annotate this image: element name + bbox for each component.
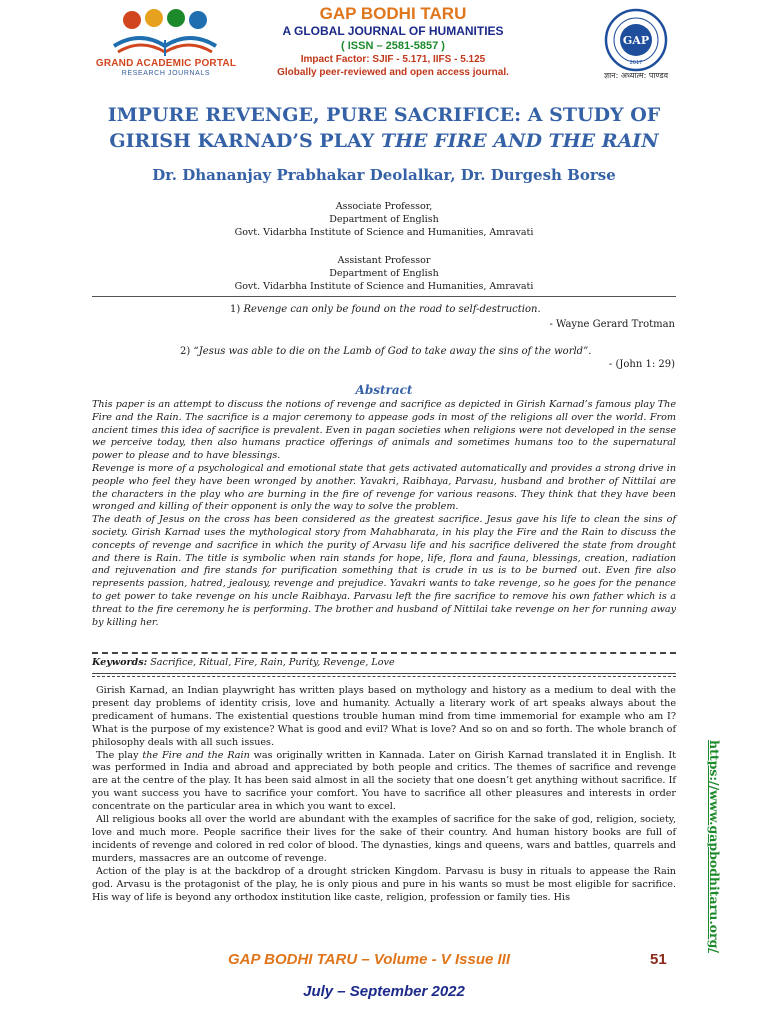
affiliation-2 bbox=[120, 254, 648, 293]
title-line-2-italic: THE FIRE AND THE RAIN bbox=[380, 130, 659, 152]
authors: Dr. Dhananjay Prabhakar Deolalkar, Dr. Durgesh Borse bbox=[152, 166, 616, 184]
body-text-run: The play bbox=[96, 749, 143, 761]
epigraph-2-author: - (John 1: 29) bbox=[608, 359, 675, 370]
affiliation-1-dept: Department of English bbox=[329, 214, 439, 225]
abstract-body bbox=[92, 399, 676, 629]
journal-title: GAP BODHI TARU bbox=[319, 4, 467, 23]
epigraph-2-text: “Jesus was able to die on the Lamb of God to take away the sins of the world”. bbox=[193, 346, 592, 357]
epigraph-2-number: 2) bbox=[180, 346, 194, 357]
divider bbox=[92, 673, 676, 674]
title-line-1: IMPURE REVENGE, PURE SACRIFICE: A STUDY OF bbox=[107, 104, 661, 126]
journal-seal-icon bbox=[604, 8, 668, 72]
portal-subtitle: RESEARCH JOURNALS bbox=[121, 70, 211, 77]
logo-ball-orange bbox=[145, 9, 163, 27]
abstract-paragraph: This paper is an attempt to discuss the notions of revenge and sacrifice as depicted in Girish Karnad’s famous play The Fire and the Rain. The sacrifice is a major ceremony to appease gods in most of the religions all over the world. From ancient times this idea of sacrifice is prevalent. Even in pagan societies when religions were not developed in the sense we perceive today, then also humans practice offerings of animals and sometimes humans too to the supernatural power to please and to have blessings. bbox=[92, 399, 676, 462]
impact-factor: Impact Factor: SJIF - 5.171, IIFS - 5.125 bbox=[300, 54, 486, 65]
affiliation-2-institute: Govt. Vidarbha Institute of Science and Humanities, Amravati bbox=[234, 281, 534, 292]
affiliation-2-dept: Department of English bbox=[329, 268, 439, 279]
affiliation-1-institute: Govt. Vidarbha Institute of Science and Humanities, Amravati bbox=[234, 227, 534, 238]
body-paragraph bbox=[92, 750, 676, 815]
abstract-heading: Abstract bbox=[355, 383, 413, 397]
keywords-label: Keywords: bbox=[92, 657, 148, 668]
divider bbox=[92, 652, 676, 654]
journal-header bbox=[248, 4, 538, 79]
footer-date: July – September 2022 bbox=[303, 983, 465, 1000]
title-line-2-plain: GIRISH KARNAD’S PLAY bbox=[109, 130, 381, 152]
journal-subtitle: A GLOBAL JOURNAL OF HUMANITIES bbox=[282, 24, 504, 38]
svg-text:GAP: GAP bbox=[622, 34, 650, 47]
footer-journal-issue: GAP BODHI TARU – Volume - V Issue III bbox=[228, 951, 510, 968]
affiliation-2-role: Assistant Professor bbox=[337, 255, 431, 266]
page-number: 51 bbox=[650, 951, 667, 968]
seal-caption: ज्ञान: अध्यात्म: पाण्डव bbox=[603, 71, 669, 80]
title-line-2 bbox=[80, 128, 688, 154]
epigraph-1-number: 1) bbox=[230, 304, 244, 315]
epigraph-2 bbox=[180, 345, 591, 358]
logo-ball-blue bbox=[189, 11, 207, 29]
body-paragraph: All religious books all over the world are abundant with the examples of sacrifice for the sake of god, religion, society, love and much more. People sacrifice their lives for the sake of their country. And human history books are full of incidents of revenge and colored in red color of blood. The dynasties, kings and queens, wars and battles, quarrels and murders, massacres are an outcome of revenge. bbox=[92, 814, 676, 864]
logo-ball-red bbox=[123, 11, 141, 29]
side-url-text[interactable]: https://www.gapbodhitaru.org/ bbox=[707, 740, 722, 953]
keywords-list: Sacrifice, Ritual, Fire, Rain, Purity, Revenge, Love bbox=[147, 657, 395, 668]
epigraph-1-text: Revenge can only be found on the road to self-destruction. bbox=[243, 304, 541, 315]
keywords bbox=[92, 657, 676, 668]
affiliation-1 bbox=[120, 200, 648, 239]
divider bbox=[92, 296, 676, 297]
body-paragraph: Girish Karnad, an Indian playwright has written plays based on mythology and history as a medium to deal with the present day problems of identity crisis, love and humanity. Actually a literary work of art speaks always about the predicament of humans. The existential questions trouble human mind from time immemorial for example who am I? What is the purpose of my existence? What is good and evil? What is love? And so on and so forth. The whole branch of philosophy deals with all such issues. bbox=[92, 685, 676, 748]
logo-ball-green bbox=[167, 9, 185, 27]
abstract-paragraph: The death of Jesus on the cross has been considered as the greatest sacrifice. Jesus gave his life to clean the sins of society. Girish Karnad uses the mythological story from Mahabharata, in his play the Fire and the Rain to discuss the concepts of revenge and sacrifice in which the purity of Arvasu life and his sacrifice delivered the state from drought and there is Rain. The title is symbolic when rain stands for hope, life, flora and fauna, blessings, creation, radiation and rejuvenation and fire stands for purification something that is crude in us is to be burned out. Even fire also represents passion, hatred, jealousy, revenge and prejudice. Yavakri wants to take revenge, so he goes for the penance to get power to take revenge on his uncle Raibhaya. Parvasu left the fire sacrifice to remove his own father which is a threat to the fire ceremony he is performing. The brother and husband of Nittilai take revenge on her for running away by killing her. bbox=[92, 514, 676, 628]
peer-review-note: Globally peer-reviewed and open access journal. bbox=[277, 67, 509, 78]
article-body bbox=[92, 685, 676, 904]
epigraph-1-author: - Wayne Gerard Trotman bbox=[549, 319, 675, 330]
side-url-link[interactable] bbox=[706, 740, 726, 953]
epigraph-1 bbox=[230, 303, 541, 316]
portal-name: GRAND ACADEMIC PORTAL bbox=[95, 58, 237, 69]
body-text-run: was originally written in Kannada. Later on Girish Karnad translated it in English. It was performed in India and abroad and appreciated by both people and critics. The themes of sacrifice and revenge are at the centre of the play. It has been said almost in all the society that one doesn’t get anything without sacrifice. If you want success you have to sacrifice your comfort. You have to sacrifice all other pleasures and interests in order concentrate on the particular area in which you want to excel. bbox=[92, 749, 676, 813]
affiliation-1-role: Associate Professor, bbox=[335, 201, 433, 212]
divider bbox=[92, 676, 676, 677]
body-paragraph: Action of the play is at the backdrop of a drought stricken Kingdom. Parvasu is busy in rituals to appease the Rain god. Arvasu is the protagonist of the play, he is only pious and pure in his wants so must be most eligible for sacrifice. His way of life is beyond any orthodox institution like caste, religion, profession or family ties. His bbox=[92, 865, 676, 903]
article-title bbox=[80, 102, 688, 154]
body-italic-title: the Fire and the Rain bbox=[142, 749, 250, 761]
journal-issn: ( ISSN – 2581-5857 ) bbox=[341, 40, 445, 52]
svg-text:2017: 2017 bbox=[629, 60, 643, 66]
abstract-paragraph: Revenge is more of a psychological and emotional state that gets activated automatically and provides a strong drive in people who feel they have been wronged by another. Yavakri, Raibhaya, Parvasu, husband and brother of Nittilai are the characters in the play who are burning in the fire of revenge for various reasons. They think that they have been wronged and killing of their opponent is only the way to solve the problem. bbox=[92, 462, 676, 513]
